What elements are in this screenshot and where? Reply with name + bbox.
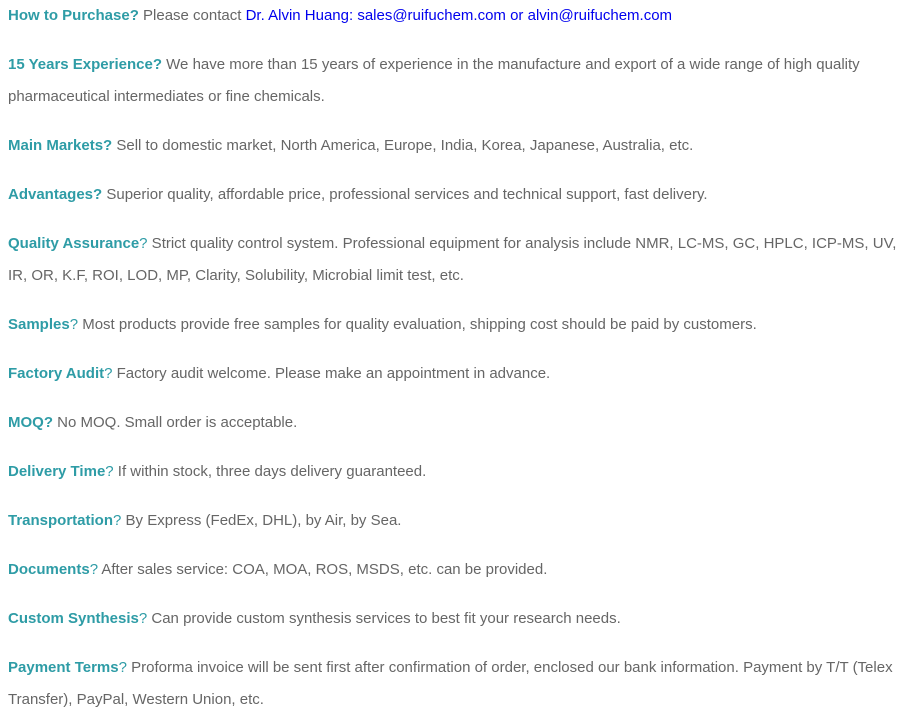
question-mark: ? xyxy=(113,512,122,529)
question-mark: ? xyxy=(118,659,127,676)
question-label: Main Markets? xyxy=(8,137,113,154)
faq-item xyxy=(8,0,898,32)
question-label: Samples xyxy=(8,316,70,333)
question-mark: ? xyxy=(89,561,99,578)
faq-item xyxy=(8,130,898,162)
question-label: Payment Terms xyxy=(8,659,119,676)
answer-text: Can provide custom synthesis services to best fit your research needs. xyxy=(147,610,621,627)
faq-item xyxy=(8,554,898,586)
answer-text: Please contact xyxy=(138,7,246,24)
answer-text: Proforma invoice will be sent first after confirmation of order, enclosed our bank information. Payment by T/T (Telex Transfer), PayPal, Western Union, etc. xyxy=(8,659,893,708)
answer-text: Superior quality, affordable price, professional services and technical support, fast delivery. xyxy=(102,186,708,203)
question-label: How to Purchase? xyxy=(8,7,139,24)
faq-item xyxy=(8,456,898,488)
answer-text: Factory audit welcome. Please make an appointment in advance. xyxy=(112,365,551,382)
question-label: Factory Audit xyxy=(8,365,105,382)
contact-link[interactable]: Dr. Alvin Huang: sales@ruifuchem.com or alvin@ruifuchem.com xyxy=(245,7,673,24)
question-label: Advantages? xyxy=(8,186,103,203)
answer-text: By Express (FedEx, DHL), by Air, by Sea. xyxy=(121,512,402,529)
question-label: Documents xyxy=(8,561,90,578)
answer-text: No MOQ. Small order is acceptable. xyxy=(53,414,298,431)
faq-item xyxy=(8,309,898,341)
question-mark: ? xyxy=(104,365,113,382)
answer-text: If within stock, three days delivery guaranteed. xyxy=(113,463,427,480)
faq-item xyxy=(8,358,898,390)
question-mark: ? xyxy=(105,463,114,480)
question-mark: ? xyxy=(139,235,148,252)
question-label: Delivery Time xyxy=(8,463,106,480)
answer-text: We have more than 15 years of experience in the manufacture and export of a wide range of high quality pharmaceutical intermediates or fine chemicals. xyxy=(8,56,860,105)
faq-item xyxy=(8,407,898,439)
faq-item xyxy=(8,228,898,292)
answer-text: After sales service: COA, MOA, ROS, MSDS, etc. can be provided. xyxy=(98,561,548,578)
faq-item xyxy=(8,505,898,537)
faq-item xyxy=(8,603,898,635)
question-label: Custom Synthesis xyxy=(8,610,139,627)
question-mark: ? xyxy=(138,610,148,627)
question-label: MOQ? xyxy=(8,414,53,431)
answer-text: Strict quality control system. Professional equipment for analysis include NMR, LC-MS, GC, HPLC, ICP-MS, UV, IR, OR, K.F, ROI, LOD, MP, Clarity, Solubility, Microbial limit test, etc. xyxy=(8,235,897,284)
question-label: Quality Assurance xyxy=(8,235,140,252)
answer-text: Sell to domestic market, North America, Europe, India, Korea, Japanese, Australia, etc. xyxy=(112,137,694,154)
answer-text: Most products provide free samples for quality evaluation, shipping cost should be paid by customers. xyxy=(78,316,757,333)
question-mark: ? xyxy=(69,316,79,333)
faq-item xyxy=(8,652,898,716)
faq-item xyxy=(8,49,898,113)
question-label: 15 Years Experience? xyxy=(8,56,162,73)
faq-item xyxy=(8,179,898,211)
question-label: Transportation xyxy=(8,512,114,529)
